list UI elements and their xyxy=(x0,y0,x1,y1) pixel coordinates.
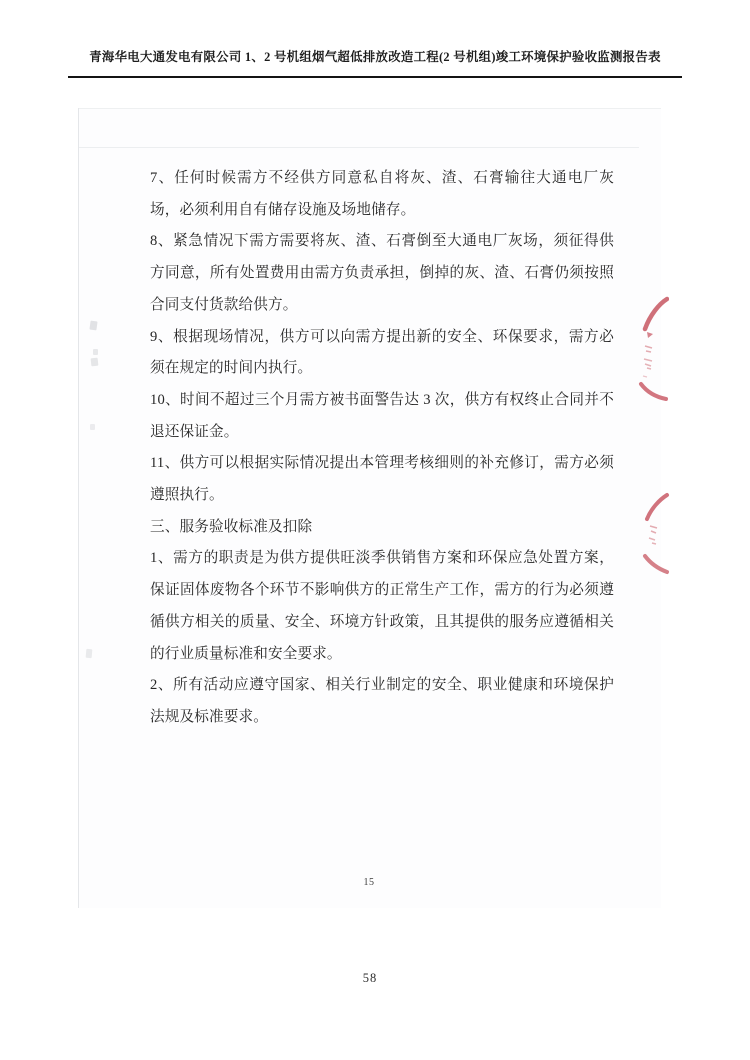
paragraph: 11、供方可以根据实际情况提出本管理考核细则的补充修订，需方必须遵照执行。 xyxy=(150,455,614,504)
header-rule xyxy=(68,76,682,78)
document-header-title: 青海华电大通发电有限公司 1、2 号机组烟气超低排放改造工程(2 号机组)竣工环境保护验收监测报告表 xyxy=(89,50,661,64)
red-seal-fragment-icon xyxy=(641,492,671,578)
inner-page-number: 15 xyxy=(363,877,375,888)
scan-artifact xyxy=(91,358,99,367)
scan-artifact xyxy=(90,424,95,430)
paragraph: 7、任何时候需方不经供方同意私自将灰、渣、石膏输往大通电厂灰场，必须利用自有储存设施及场地储存。 xyxy=(150,170,614,218)
body-text xyxy=(150,163,614,734)
scan-artifact xyxy=(86,649,93,658)
red-seal-fragment-icon xyxy=(637,296,669,402)
paragraph: 9、根据现场情况，供方可以向需方提出新的安全、环保要求，需方必须在规定的时间内执行。 xyxy=(150,328,614,377)
scan-artifact xyxy=(89,321,97,331)
paragraph: 10、时间不超过三个月需方被书面警告达 3 次，供方有权终止合同并不退还保证金。 xyxy=(150,391,614,440)
scan-edge-line xyxy=(79,147,639,148)
paragraph: 1、需方的职责是为供方提供旺淡季供销售方案和环保应急处置方案，保证固体废物各个环节不影响供方的正常生产工作，需方的行为必须遵循供方相关的质量、安全、环境方针政策，且其提供的服务应遵循相关的行业质量标准和安全要求。 xyxy=(150,550,614,662)
page-number: 58 xyxy=(362,971,378,985)
paragraph: 8、紧急情况下需方需要将灰、渣、石膏倒至大通电厂灰场，须征得供方同意，所有处置费用由需方负责承担，倒掉的灰、渣、石膏仍须按照合同支付货款给供方。 xyxy=(150,233,614,313)
paragraph: 2、所有活动应遵守国家、相关行业制定的安全、职业健康和环境保护法规及标准要求。 xyxy=(150,677,614,725)
paragraph: 三、服务验收标准及扣除 xyxy=(150,518,313,535)
scan-artifact xyxy=(93,349,98,355)
